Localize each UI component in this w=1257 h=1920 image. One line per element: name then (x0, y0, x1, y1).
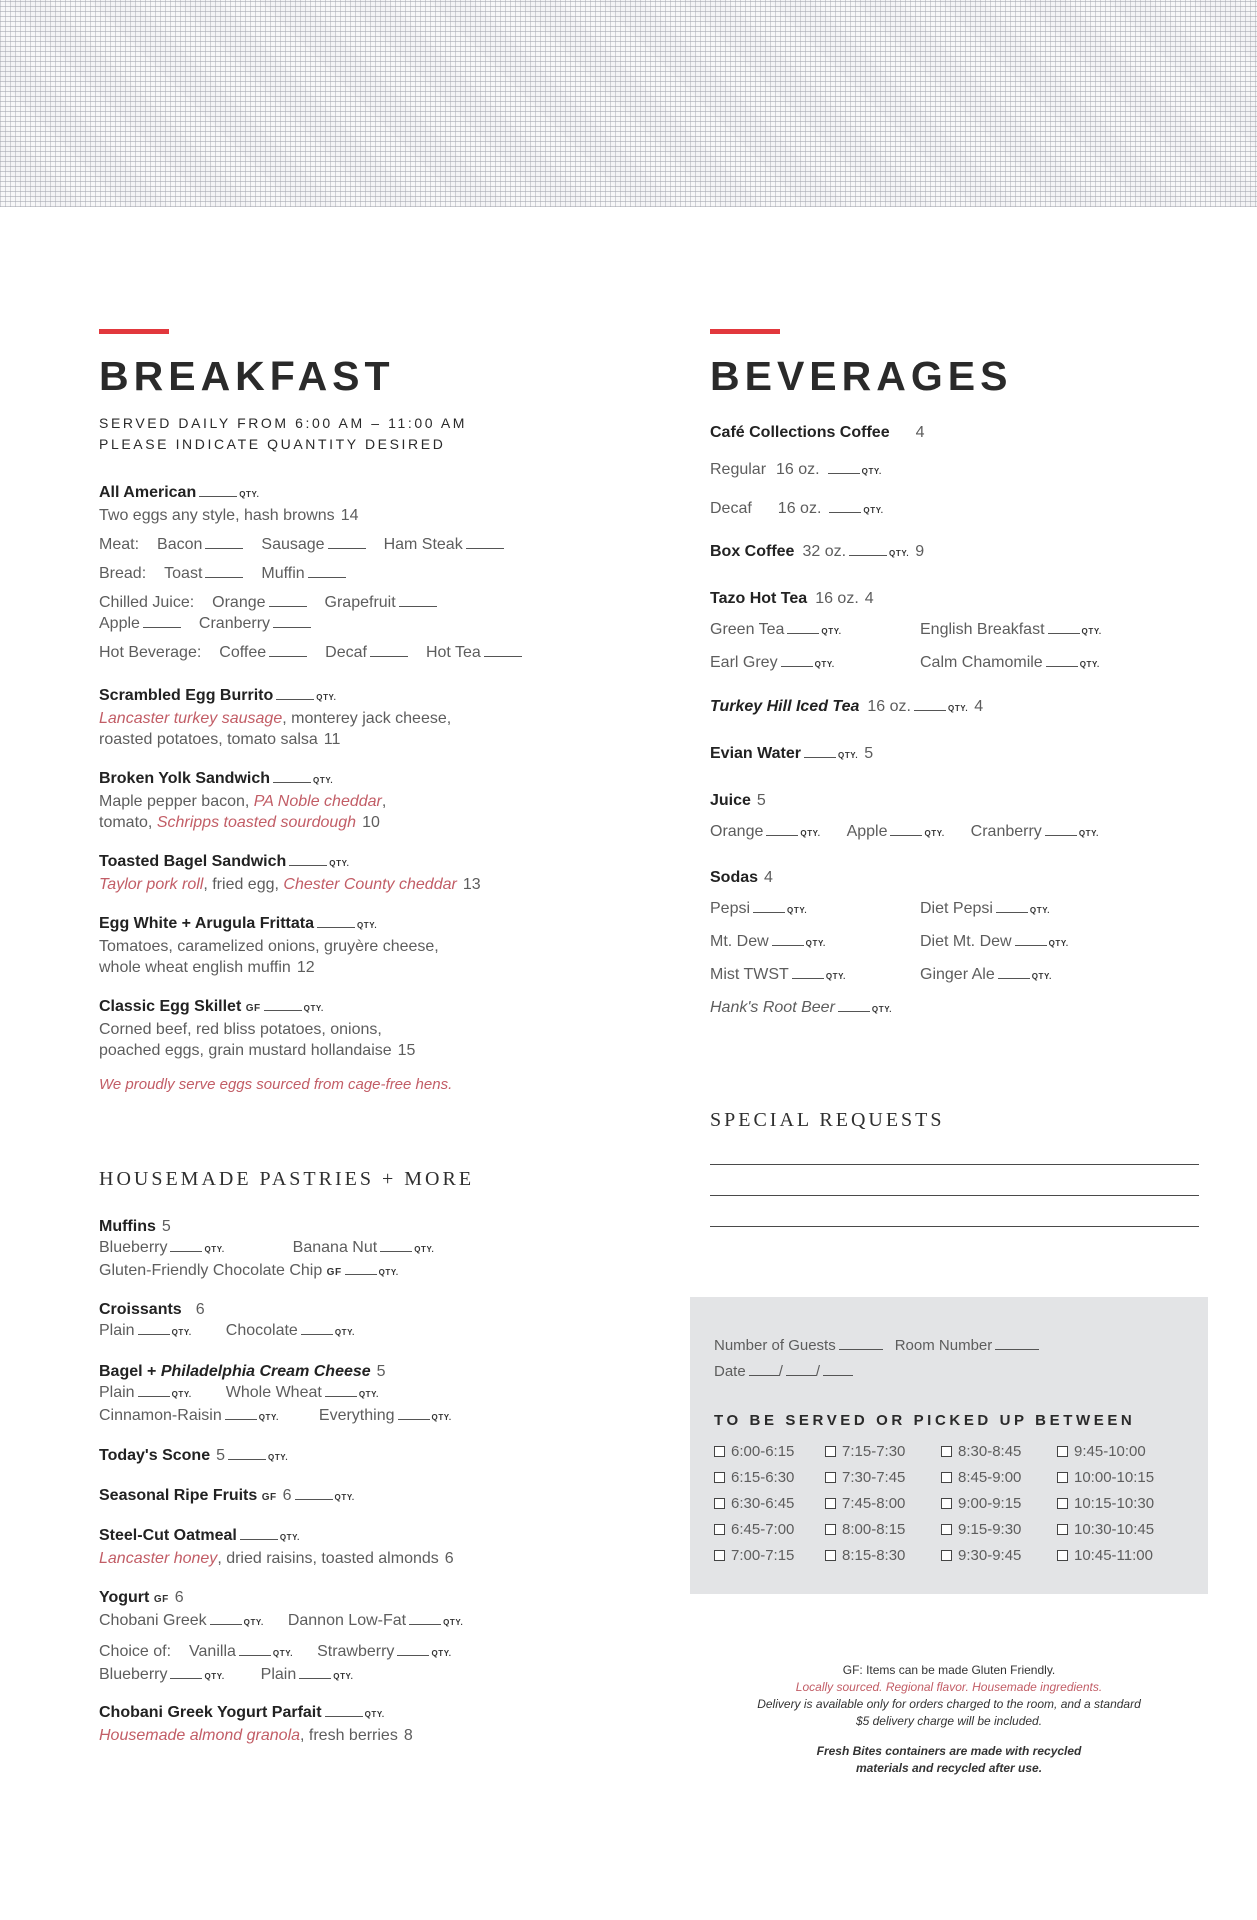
qty-field[interactable] (143, 614, 181, 628)
time-slot[interactable]: 6:15-6:30 (714, 1464, 794, 1490)
checkbox-icon (825, 1550, 836, 1561)
accent-bar (710, 329, 780, 334)
menu-item-muffins: Muffins 5 Blueberry QTY. Banana Nut QTY. Gluten-Friendly Chocolate Chip GF QTY. (99, 1218, 435, 1279)
qty-field[interactable] (399, 593, 437, 607)
quantity-note: PLEASE INDICATE QUANTITY DESIRED (99, 436, 446, 452)
time-slot[interactable]: 9:00-9:15 (941, 1490, 1021, 1516)
qty-field[interactable] (838, 998, 870, 1012)
qty-field[interactable] (276, 686, 314, 700)
qty-field[interactable] (398, 1406, 430, 1420)
menu-item-broken-yolk: Broken Yolk Sandwich QTY. Maple pepper bacon, PA Noble cheddar, tomato, Schripps toasted sourdough 10 (99, 770, 387, 831)
checkbox-icon (941, 1524, 952, 1535)
time-slot[interactable]: 6:00-6:15 (714, 1438, 794, 1464)
time-slot-column (825, 1438, 905, 1568)
breakfast-section (99, 329, 659, 1744)
menu-item-egg-skillet: Classic Egg Skillet GF QTY. Corned beef, red bliss potatoes, onions, poached eggs, grain mustard hollandaise 15 (99, 998, 416, 1059)
time-slot[interactable]: 8:15-8:30 (825, 1542, 905, 1568)
guests-field[interactable] (839, 1336, 883, 1350)
delivery-note-2: $5 delivery charge will be included. (855, 1714, 1043, 1728)
request-line[interactable] (710, 1164, 1199, 1165)
menu-item-fruits: Seasonal Ripe Fruits GF 6 QTY. (99, 1487, 355, 1504)
item-name: All American (99, 484, 197, 501)
qty-field[interactable] (772, 932, 804, 946)
qty-field[interactable] (273, 769, 311, 783)
menu-item-oatmeal: Steel-Cut Oatmeal QTY. Lancaster honey, dried raisins, toasted almonds 6 (99, 1527, 454, 1567)
qty-field[interactable] (210, 1611, 242, 1625)
time-slot[interactable]: 10:00-10:15 (1057, 1464, 1154, 1490)
qty-field[interactable] (317, 914, 355, 928)
checkbox-icon (714, 1524, 725, 1535)
breakfast-title: BREAKFAST (99, 353, 395, 399)
menu-item-scone: Today's Scone 5 QTY. (99, 1447, 289, 1464)
delivery-note-1: Delivery is available only for orders charged to the room, and a standard (757, 1697, 1141, 1711)
qty-field[interactable] (828, 460, 860, 474)
request-line[interactable] (710, 1226, 1199, 1227)
checkbox-icon (1057, 1550, 1068, 1561)
qty-field[interactable] (299, 1665, 331, 1679)
price: 14 (340, 507, 359, 524)
time-slot[interactable]: 6:30-6:45 (714, 1490, 794, 1516)
menu-item-cafe-coffee: Café Collections Coffee 4 Regular 16 oz. QTY. Decaf 16 oz. QTY. (710, 424, 925, 517)
menu-item-yogurt: Yogurt GF 6 Chobani Greek QTY. Dannon Low-Fat QTY. Choice of: Vanilla QTY. Strawberry QTY. Blueberry QTY. Plain QTY. (99, 1589, 464, 1683)
qty-field[interactable] (914, 697, 946, 711)
checkbox-icon (714, 1446, 725, 1457)
qty-field[interactable] (205, 564, 243, 578)
time-slot[interactable]: 10:30-10:45 (1057, 1516, 1154, 1542)
pastries-title: HOUSEMADE PASTRIES + MORE (99, 1168, 475, 1190)
menu-item-burrito: Scrambled Egg Burrito QTY. Lancaster turkey sausage, monterey jack cheese, roasted potatoes, tomato salsa 11 (99, 687, 452, 748)
qty-field[interactable] (890, 822, 922, 836)
checkbox-icon (941, 1550, 952, 1561)
time-slot-column (714, 1438, 794, 1568)
qty-field[interactable] (1015, 932, 1047, 946)
order-details-panel: Number of Guests Room Number Date / / TO BE SERVED OR PICKED UP BETWEEN 6:00-6:15 6:15-6:30 6:30-6:45 6:45-7:00 7:00-7:15 7:15-7:30 7:30-7:45 7:45-8:00 8:00-8:15 8:15-8:30 8:30-8:45 8:45-9:00 9:00-9:15 9:15-9:30 9:30-9:45 9:45-10:00 10:00-10:15 10:15-10:30 10:30-10:45 10:45-11:00 (690, 1297, 1208, 1594)
qty-field[interactable] (787, 620, 819, 634)
menu-item-box-coffee: Box Coffee 32 oz. QTY. 9 (710, 543, 925, 560)
qty-field[interactable] (766, 822, 798, 836)
time-slot[interactable]: 9:15-9:30 (941, 1516, 1021, 1542)
qty-field[interactable] (269, 593, 307, 607)
date-day-field[interactable] (786, 1362, 816, 1376)
containers-note-2: materials and recycled after use. (855, 1761, 1043, 1775)
checkbox-icon (941, 1498, 952, 1509)
qty-field[interactable] (308, 564, 346, 578)
qty-field[interactable] (409, 1611, 441, 1625)
qty-field[interactable] (289, 852, 327, 866)
menu-item-iced-tea: Turkey Hill Iced Tea 16 oz. QTY. 4 (710, 698, 984, 715)
gf-note: GF: Items can be made Gluten Friendly. (842, 1663, 1056, 1677)
qty-field[interactable] (998, 965, 1030, 979)
qty-field[interactable] (199, 483, 237, 497)
beverages-title: BEVERAGES (710, 353, 1013, 399)
beverages-section (710, 329, 1210, 1131)
checkbox-icon (1057, 1446, 1068, 1457)
menu-item-evian-water: Evian Water QTY. 5 (710, 745, 874, 762)
checkbox-icon (825, 1446, 836, 1457)
qty-field[interactable] (239, 1642, 271, 1656)
qty-field[interactable] (269, 643, 307, 657)
qty-field[interactable] (849, 542, 887, 556)
containers-note-1: Fresh Bites containers are made with recycled (816, 1744, 1082, 1758)
qty-field[interactable] (170, 1238, 202, 1252)
time-slot[interactable]: 7:00-7:15 (714, 1542, 794, 1568)
qty-field[interactable] (380, 1238, 412, 1252)
checkbox-icon (714, 1498, 725, 1509)
qty-field[interactable] (228, 1446, 266, 1460)
decorative-header-pattern (0, 0, 1257, 207)
qty-field[interactable] (753, 899, 785, 913)
qty-field[interactable] (829, 499, 861, 513)
served-hours: SERVED DAILY FROM 6:00 AM – 11:00 AM (99, 415, 468, 431)
menu-item-sodas: Sodas 4 Pepsi QTY. Diet Pepsi QTY. Mt. Dew QTY. Diet Mt. Dew QTY. Mist TWST QTY. Ginger Ale QTY. Hank's Root Beer QTY. (710, 869, 1069, 1016)
time-slot[interactable]: 10:15-10:30 (1057, 1490, 1154, 1516)
date-month-field[interactable] (749, 1362, 779, 1376)
time-slot-column (1057, 1438, 1154, 1568)
time-slot[interactable]: 10:45-11:00 (1057, 1542, 1154, 1568)
checkbox-icon (941, 1446, 952, 1457)
checkbox-icon (941, 1472, 952, 1483)
qty-field[interactable] (1046, 653, 1078, 667)
checkbox-icon (1057, 1472, 1068, 1483)
qty-field[interactable] (138, 1383, 170, 1397)
menu-item-tazo-tea: Tazo Hot Tea 16 oz. 4 Green Tea QTY. English Breakfast QTY. Earl Grey QTY. Calm Chamomile QTY. (710, 590, 1102, 671)
qty-field[interactable] (264, 997, 302, 1011)
qty-field[interactable] (792, 965, 824, 979)
menu-item-bagel-sandwich: Toasted Bagel Sandwich QTY. Taylor pork roll, fried egg, Chester County cheddar 13 (99, 853, 481, 893)
qty-field[interactable] (996, 899, 1028, 913)
qty-field[interactable] (397, 1642, 429, 1656)
qty-field[interactable] (273, 614, 311, 628)
qty-field[interactable] (466, 535, 504, 549)
menu-item-parfait: Chobani Greek Yogurt Parfait QTY. Housemade almond granola, fresh berries 8 (99, 1704, 413, 1744)
checkbox-icon (825, 1524, 836, 1535)
request-line[interactable] (710, 1195, 1199, 1196)
time-slot[interactable]: 7:45-8:00 (825, 1490, 905, 1516)
time-slot[interactable]: 8:30-8:45 (941, 1438, 1021, 1464)
time-slot-column (941, 1438, 1021, 1568)
breakfast-subtitle (99, 413, 659, 455)
time-slot[interactable]: 8:00-8:15 (825, 1516, 905, 1542)
qty-field[interactable] (301, 1321, 333, 1335)
menu-item-bagel: Bagel + Philadelphia Cream Cheese 5 Plain QTY. Whole Wheat QTY. Cinnamon-Raisin QTY. Everything QTY. (99, 1363, 452, 1424)
checkbox-icon (714, 1550, 725, 1561)
menu-item-frittata: Egg White + Arugula Frittata QTY. Tomatoes, caramelized onions, gruyère cheese, whole wheat english muffin 12 (99, 915, 439, 976)
qty-field[interactable] (325, 1383, 357, 1397)
qty-field[interactable] (484, 643, 522, 657)
room-number-field[interactable] (995, 1336, 1039, 1350)
menu-item-all-american: All American QTY. Two eggs any style, hash browns 14 Meat: Bacon Sausage Ham Steak Bread: Toast Muffin Chilled Juice: Orange Grapefruit Apple Cranberry Hot Beverage: Coffee Decaf Hot Tea (99, 482, 522, 663)
footer-notes (690, 1662, 1208, 1777)
qty-field[interactable] (370, 643, 408, 657)
time-slot[interactable]: 7:30-7:45 (825, 1464, 905, 1490)
time-slot[interactable]: 9:45-10:00 (1057, 1438, 1154, 1464)
time-slots-heading: TO BE SERVED OR PICKED UP BETWEEN (714, 1412, 1136, 1429)
qty-field[interactable] (225, 1406, 257, 1420)
checkbox-icon (1057, 1498, 1068, 1509)
qty-field[interactable] (1048, 620, 1080, 634)
special-requests-title: SPECIAL REQUESTS (710, 1109, 945, 1131)
time-slot[interactable]: 6:45-7:00 (714, 1516, 794, 1542)
accent-bar (99, 329, 169, 334)
time-slot[interactable]: 9:30-9:45 (941, 1542, 1021, 1568)
time-slot[interactable]: 8:45-9:00 (941, 1464, 1021, 1490)
qty-field[interactable] (804, 744, 836, 758)
date-year-field[interactable] (823, 1362, 853, 1376)
qty-field[interactable] (781, 653, 813, 667)
menu-item-juice: Juice 5 Orange QTY. Apple QTY. Cranberry QTY. (710, 792, 1099, 840)
checkbox-icon (825, 1472, 836, 1483)
time-slot[interactable]: 7:15-7:30 (825, 1438, 905, 1464)
checkbox-icon (1057, 1524, 1068, 1535)
qty-field[interactable] (240, 1526, 278, 1540)
checkbox-icon (825, 1498, 836, 1509)
qty-field[interactable] (205, 535, 243, 549)
qty-field[interactable] (325, 1703, 363, 1717)
menu-item-croissants: Croissants 6 Plain QTY. Chocolate QTY. (99, 1301, 355, 1339)
checkbox-icon (714, 1472, 725, 1483)
qty-field[interactable] (1045, 822, 1077, 836)
qty-field[interactable] (345, 1261, 377, 1275)
qty-field[interactable] (328, 535, 366, 549)
cage-free-note: We proudly serve eggs sourced from cage-free hens. (99, 1076, 453, 1093)
qty-field[interactable] (295, 1486, 333, 1500)
local-note: Locally sourced. Regional flavor. Housemade ingredients. (795, 1680, 1103, 1694)
qty-field[interactable] (138, 1321, 170, 1335)
qty-field[interactable] (170, 1665, 202, 1679)
